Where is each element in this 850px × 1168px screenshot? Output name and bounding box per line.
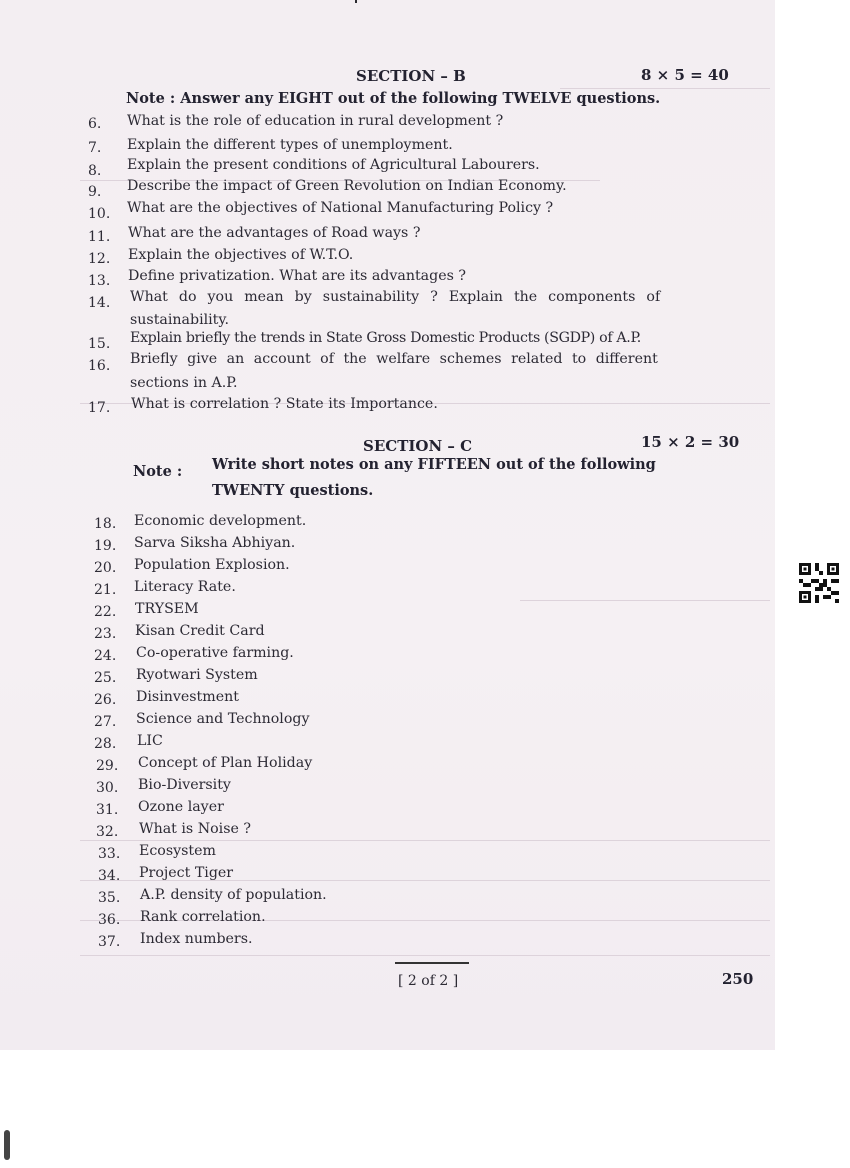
question-number: 20. xyxy=(94,560,117,576)
question-text: What are the advantages of Road ways ? xyxy=(128,225,421,241)
question-number: 32. xyxy=(96,824,119,840)
question-text: Bio-Diversity xyxy=(138,777,231,793)
question-number: 36. xyxy=(98,912,121,928)
question-text: LIC xyxy=(137,733,163,749)
scan-speck xyxy=(355,0,357,3)
question-text: TRYSEM xyxy=(135,601,199,617)
question-text: Explain briefly the trends in State Gross Domestic Products (SGDP) of A.P. xyxy=(130,330,641,346)
question-text: Economic development. xyxy=(134,513,307,529)
question-number: 27. xyxy=(94,714,117,730)
question-text: Co-operative farming. xyxy=(136,645,294,661)
question-text: Ecosystem xyxy=(139,843,216,859)
question-text: What is correlation ? State its Importance. xyxy=(131,396,438,412)
question-number: 21. xyxy=(94,582,117,598)
question-number: 17. xyxy=(88,400,111,416)
question-number: 23. xyxy=(94,626,117,642)
question-number: 31. xyxy=(96,802,119,818)
question-number: 22. xyxy=(94,604,117,620)
question-text: Population Explosion. xyxy=(134,557,290,573)
question-text: Kisan Credit Card xyxy=(135,623,265,639)
question-text: Index numbers. xyxy=(140,931,253,947)
question-number: 30. xyxy=(96,780,119,796)
page-number: [ 2 of 2 ] xyxy=(398,973,459,989)
section-b-marks: 8 × 5 = 40 xyxy=(641,66,729,84)
question-text: Rank correlation. xyxy=(140,909,266,925)
question-number: 16. xyxy=(88,358,111,374)
question-text: Literacy Rate. xyxy=(134,579,236,595)
question-text-continued: sustainability. xyxy=(130,312,230,328)
section-c-title: SECTION – C xyxy=(363,437,473,455)
question-number: 35. xyxy=(98,890,121,906)
section-c-note-label: Note : xyxy=(133,463,183,480)
question-text: What do you mean by sustainability ? Explain the components of xyxy=(130,289,661,305)
question-number: 28. xyxy=(94,736,117,752)
question-number: 26. xyxy=(94,692,117,708)
footer-rule xyxy=(395,962,469,964)
section-b-note: Note : Answer any EIGHT out of the following TWELVE questions. xyxy=(126,90,661,107)
question-text: Ozone layer xyxy=(138,799,224,815)
question-number: 25. xyxy=(94,670,117,686)
question-number: 14. xyxy=(88,295,111,311)
question-text-continued: sections in A.P. xyxy=(130,375,238,391)
paper-code: 250 xyxy=(722,970,754,988)
question-number: 8. xyxy=(88,163,102,179)
question-number: 10. xyxy=(88,206,111,222)
question-number: 24. xyxy=(94,648,117,664)
question-text: What are the objectives of National Manufacturing Policy ? xyxy=(127,200,554,216)
scan-edge-mark xyxy=(4,1130,10,1160)
question-number: 37. xyxy=(98,934,121,950)
question-number: 13. xyxy=(88,273,111,289)
question-text: What is the role of education in rural development ? xyxy=(127,113,504,129)
question-text: Briefly give an account of the welfare schemes related to different xyxy=(130,351,658,367)
question-text: Explain the objectives of W.T.O. xyxy=(128,247,354,263)
question-number: 18. xyxy=(94,516,117,532)
question-number: 33. xyxy=(98,846,121,862)
question-number: 15. xyxy=(88,336,111,352)
section-b-title: SECTION – B xyxy=(356,67,466,85)
question-text: What is Noise ? xyxy=(139,821,252,837)
question-number: 9. xyxy=(88,184,102,200)
question-text: A.P. density of population. xyxy=(140,887,327,903)
question-text: Sarva Siksha Abhiyan. xyxy=(134,535,296,551)
question-number: 34. xyxy=(98,868,121,884)
question-text: Disinvestment xyxy=(136,689,239,705)
question-text: Ryotwari System xyxy=(136,667,258,683)
question-text: Explain the different types of unemployment. xyxy=(127,137,453,153)
question-number: 11. xyxy=(88,229,111,245)
question-number: 6. xyxy=(88,116,102,132)
question-number: 19. xyxy=(94,538,117,554)
section-c-note: Write short notes on any FIFTEEN out of the following xyxy=(212,456,656,473)
question-text: Define privatization. What are its advantages ? xyxy=(128,268,467,284)
section-c-marks: 15 × 2 = 30 xyxy=(641,433,740,451)
question-text: Project Tiger xyxy=(139,865,234,881)
section-c-note-continued: TWENTY questions. xyxy=(212,482,374,499)
question-text: Describe the impact of Green Revolution on Indian Economy. xyxy=(127,178,567,194)
qr-code-icon xyxy=(799,563,839,603)
question-number: 12. xyxy=(88,251,111,267)
question-number: 29. xyxy=(96,758,119,774)
question-text: Concept of Plan Holiday xyxy=(138,755,313,771)
question-text: Science and Technology xyxy=(136,711,310,727)
question-text: Explain the present conditions of Agricultural Labourers. xyxy=(127,157,540,173)
question-number: 7. xyxy=(88,140,102,156)
